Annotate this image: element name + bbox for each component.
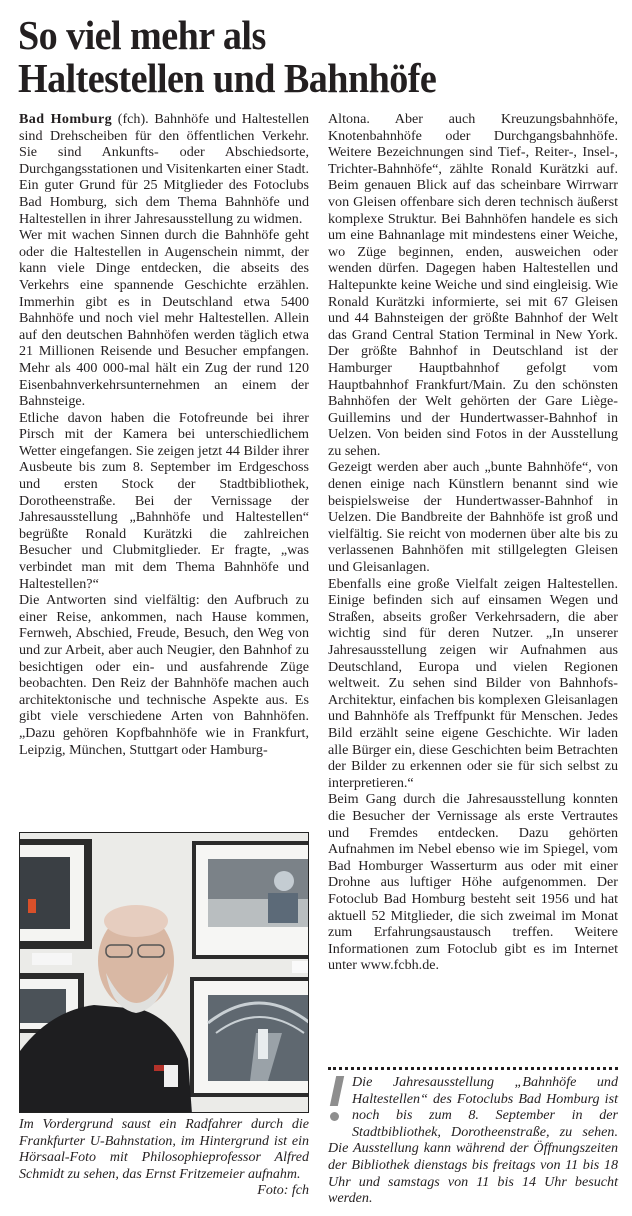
info-box-text: Die Jahresausstellung „Bahnhöfe und Haltestellen“ des Fotoclubs Bad Homburg ist noch bis zum 8. September in der Stadtbibliothek, Dorotheenstraße, zu sehen. Die Ausstellung kann während der Öffnungszeiten der Bibliothek dienstags bis freitags von 11 bis 18 Uhr und samstags von 11 bis 14 Uhr besucht werden. [328,1074,618,1207]
dateline: Bad Homburg [19,111,113,127]
photo-credit: Foto: fch [257,1183,309,1198]
headline [18,14,576,100]
caption-text: Im Vordergrund saust ein Radfahrer durch die Frankfurter U-Bahnstation, im Hintergrund ist ein Hörsaal-Foto mit Philosophieprofessor Alfred Schmidt zu sehen, das Ernst Fritzemeier aufnahm. [19,1117,309,1182]
paragraph: Die Antworten sind vielfältig: den Aufbruch zu einer Reise, ankommen, nach Hause kommen, Fernweh, Abschied, Freude, Besuch, den Weg von und zur Arbeit, aber auch Neugier, den Bahnhof zu besichtigen oder ein- und ausfahrende Züge beobachten. Den Reiz der Bahnhöfe machen auch architektonische und technische Aspekte aus. Es gibt viele verschiedene Arten von Bahnhöfen. „Dazu gehören Kopfbahnhöfe wie in Frankfurt, Leipzig, München, Stuttgart oder Hamburg- [19,592,309,758]
paragraph: Bad Homburg (fch). Bahnhöfe und Haltestellen sind Drehscheiben für den öffentlichen Verkehr. Sie sind Ankunfts- oder Abschiedsorte, Durchgangsstationen und Visitenkarten einer Stadt. Ein guter Grund für 25 Mitglieder des Fotoclubs Bad Homburg, sich dem Thema Bahnhöfe und Haltestellen in ihrer Jahresausstellung zu widmen. [19,111,310,227]
paragraph: Ebenfalls eine große Vielfalt zeigen Haltestellen. Einige befinden sich auf einsamen Wegen und Straßen, abseits großer Verkehrsadern, die aber wichtig sind für deren Nutzer. „In unserer Jahresausstellung zeigen wir Aufnahmen aus Deutschland, Europa und vielen Regionen weltweit. Zu sehen sind Bilder von Bahnhofs-Architektur, einfachen bis komplexen Gleisanlagen und Bahnhöfe als Treffpunkt für Menschen. Jedes Bild erzählt seine eigene Geschichte. Wir laden alle Bürger ein, diese Geschichten beim Betrachten der Bilder zu erkennen oder sie für sich selbst zu interpretieren.“ [328,575,618,791]
info-box [328,1067,618,1207]
photo-caption [19,1117,309,1200]
exclamation-icon [328,1074,348,1124]
photo-illustration [20,833,309,1113]
paragraph: Etliche davon haben die Fotofreunde bei ihrer Pirsch mit der Kamera bei unterschiedlichem Wetter eingefangen. Sie zeigen jetzt 44 Bilder ihrer Ausbeute bis zum 8. September im Erdgeschoss und ersten Stock der Stadtbibliothek, Dorotheenstraße. Bei der Vernissage der Jahresausstellung „Bahnhöfe und Haltestellen“ begrüßte Ronald Kurätzki die zahlreichen Besucher und Clubmitglieder. Er fragte, „was verbindet man mit dem Thema Bahnhöfe und Haltestellen?“ [19,409,309,592]
paragraph: Beim Gang durch die Jahresausstellung konnten die Besucher der Vernissage als erste Vertrautes und Fremdes entdecken. Dazu gehörten Aufnahmen im Nebel ebenso wie im Spiegel, vom Bad Homburger Wasserturm aus oder mit einer Drohne aus luftiger Höhe aufgenommen. Der Fotoclub Bad Homburg besteht seit 1956 und hat aktuell 52 Mitglieder, die sich zweimal im Monat zum Erfahrungsaustausch treffen. Weitere Informationen zum Fotoclub gibt es im Internet unter www.fcbh.de. [328,791,618,974]
paragraph: Altona. Aber auch Kreuzungsbahnhöfe, Knotenbahnhöfe oder Durchgangsbahnhöfe. Weitere Bezeichnungen sind Tief-, Reiter-, Insel-, Trichter-Bahnhöfe“, zählte Ronald Kurätzki auf. Beim genauen Blick auf das scheinbare Wirrwarr von Gleisen offenbare sich deren technisch äußerst komplexe Struktur. Bei Bahnhöfen handele es sich um eine Bahnanlage mit mindestens einer Weiche, wo Züge beginnen, enden, ausweichen oder wenden dürfen. Dagegen haben Haltestellen und Haltepunkte keine Weiche und sind eingleisig. Wie Ronald Kurätzki informierte, sei mit 67 Gleisen und 44 Bahnsteigen der größte Bahnhof der Welt das Grand Central Station Terminal in New York. Der größte Bahnhof in Deutschland ist der Hamburger Hauptbahnhof gefolgt vom Hauptbahnhof Frankfurt/Main. Zu den schönsten Bahnhöfen der Welt gehörten der Gare Liège-Guillemins und der Hundertwasser-Bahnhof in Uelzen. Von beiden sind Fotos in der Ausstellung zu sehen. [328,111,618,459]
paragraph: Gezeigt werden aber auch „bunte Bahnhöfe“, von denen einige nach Künstlern benannt sind wie beispielsweise der Hundertwasser-Bahnhof in Uelzen. Die Bandbreite der Bahnhöfe ist groß und vielfältig. Sie reicht von modernen über alte bis zu verlassenen Bahnhöfen mit stillgelegten Gleisen und Gleisanlagen. [328,459,618,576]
article-column-right [328,111,618,974]
article-column-left [19,111,309,758]
headline-line-2: Haltestellen und Bahnhöfe [18,55,437,101]
dotted-divider [328,1067,618,1070]
headline-line-1: So viel mehr als [18,12,266,58]
article-photo [19,832,309,1113]
paragraph: Wer mit wachen Sinnen durch die Bahnhöfe geht oder die Haltestellen in Augenschein nimmt, der kann viele Dinge entdecken, die abseits des Verkehrs eine spannende Geschichte erzählen. Immerhin gibt es in Deutschland etwa 5400 Bahnhöfe und noch viel mehr Haltestellen. Allein auf den deutschen Bahnhöfen werden täglich etwa 21 Millionen Reisende und Besucher empfangen. Mehr als 400 000-mal hält ein Zug der rund 120 Eisenbahnverkehrsunternehmen an einem der Bahnsteige. [19,227,309,410]
